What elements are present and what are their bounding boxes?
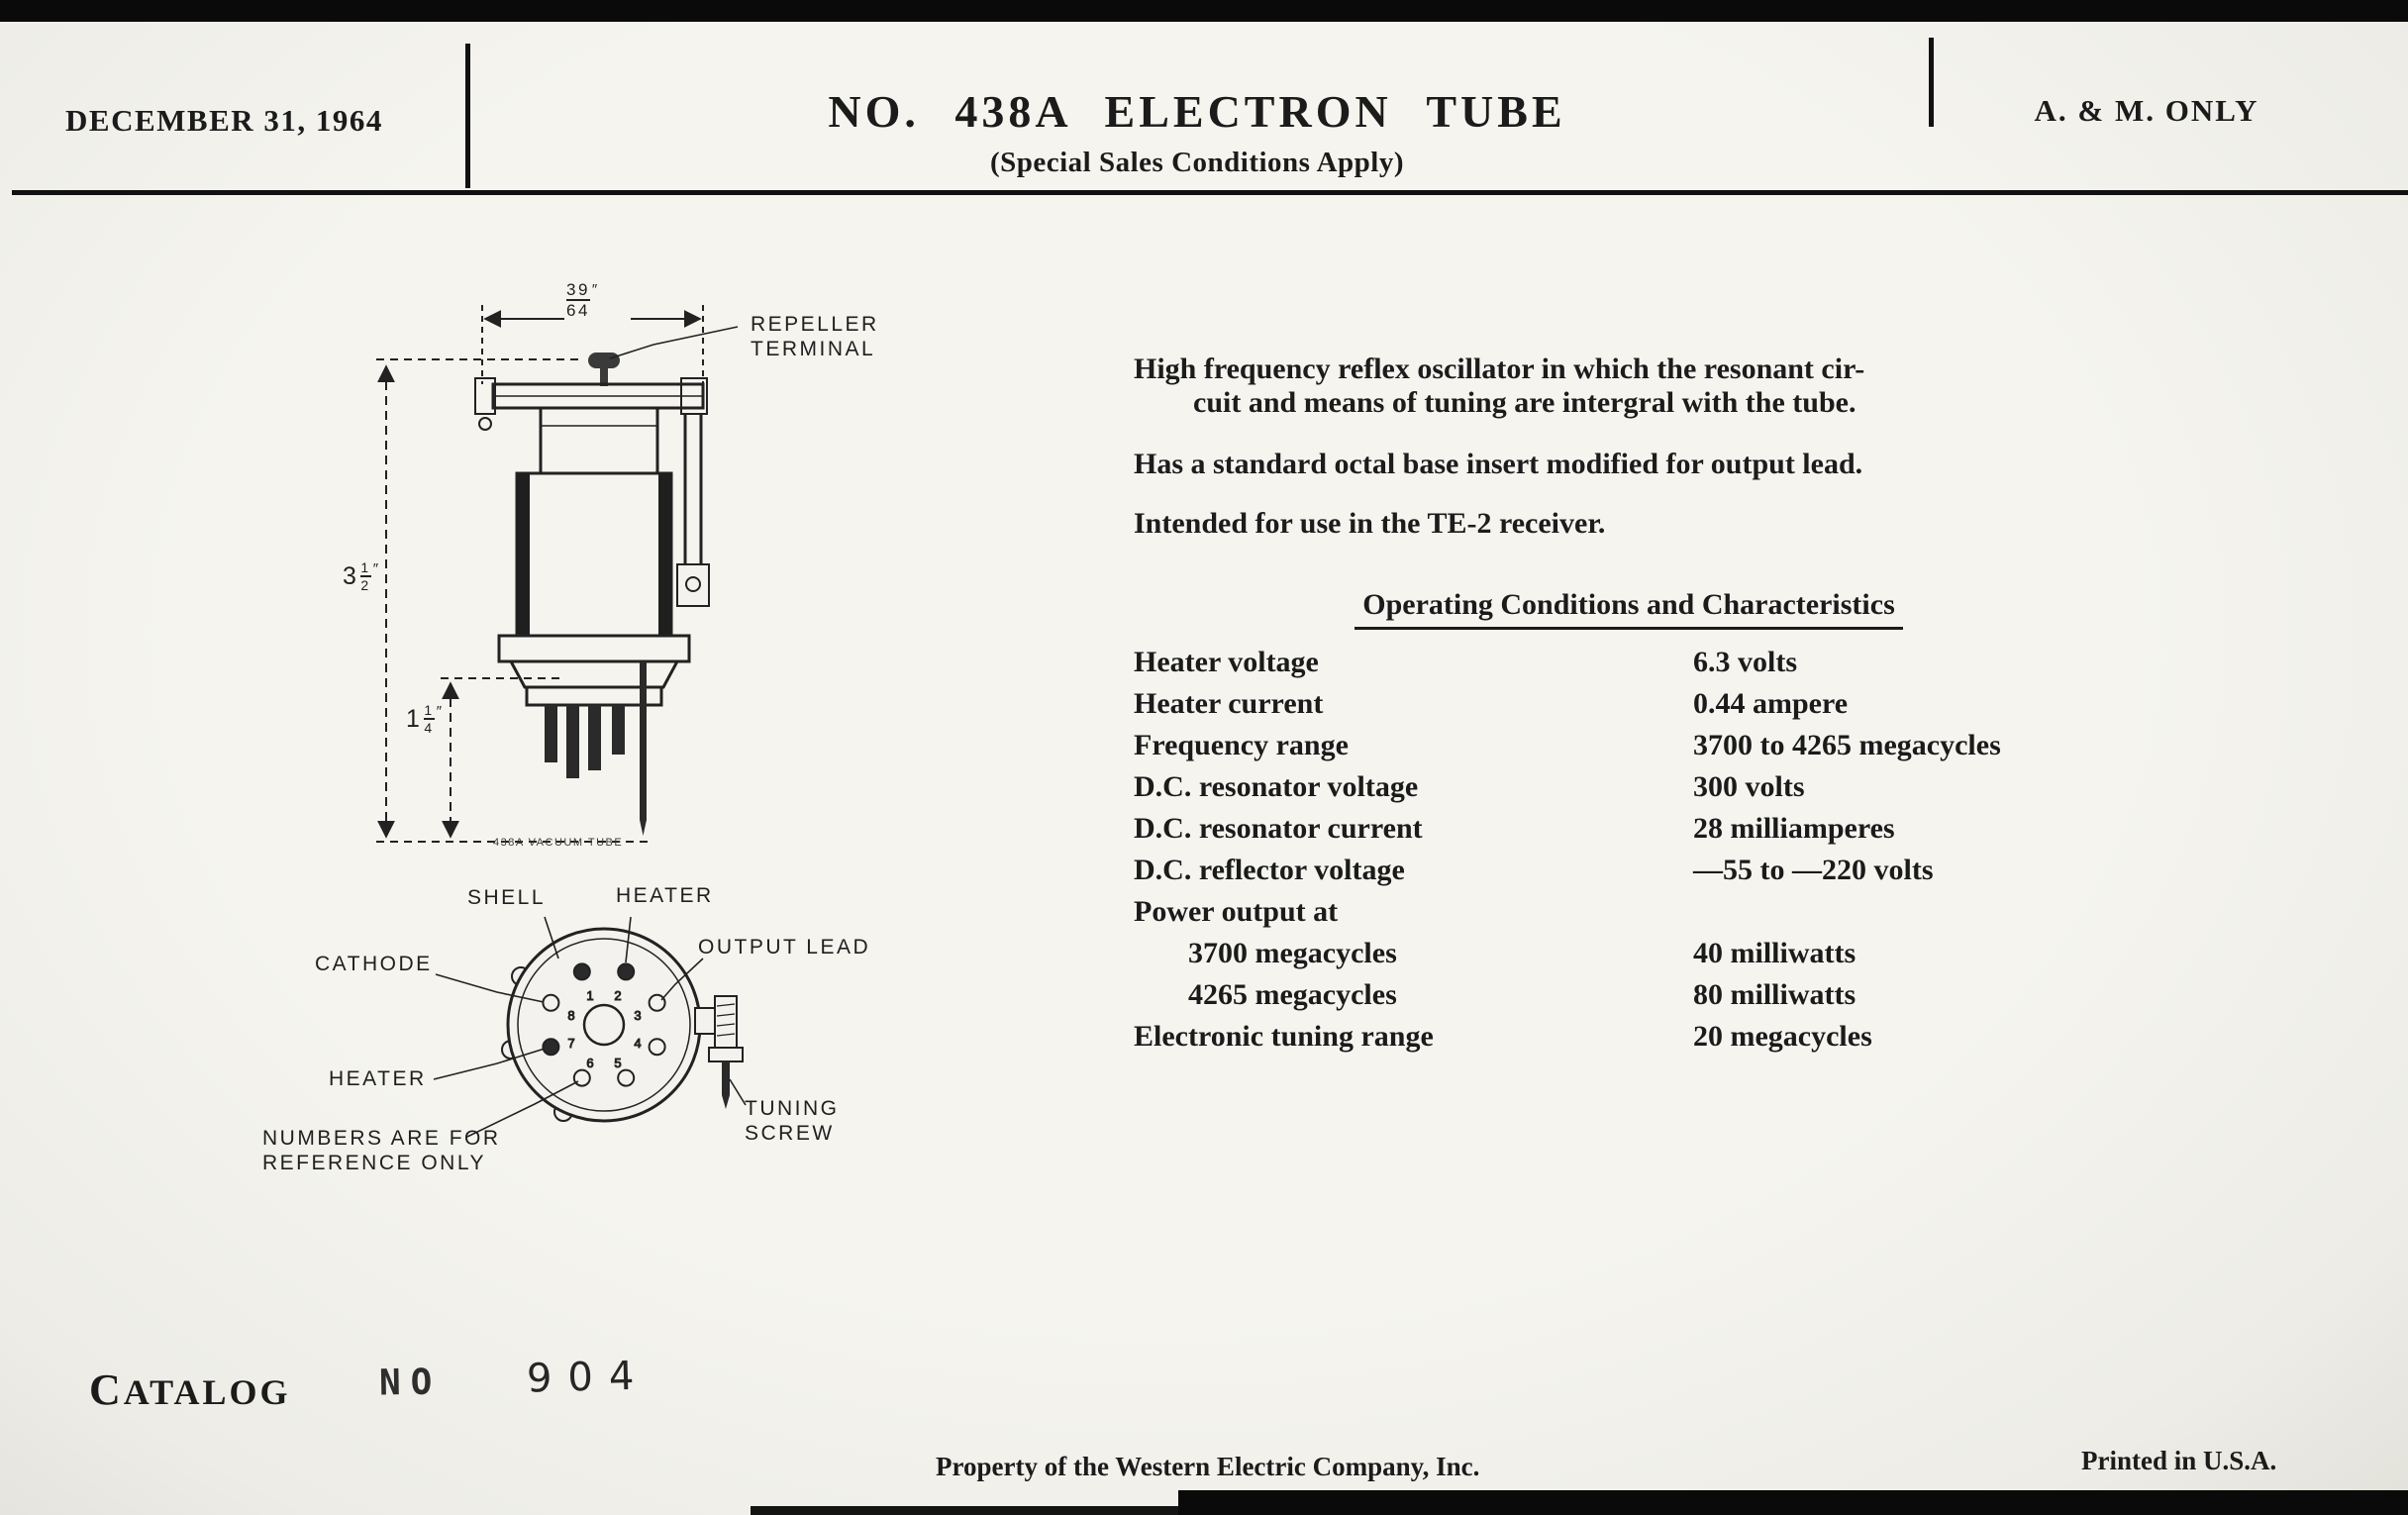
- characteristic-value: 300 volts: [1693, 770, 1805, 803]
- characteristic-label: D.C. resonator voltage: [1134, 770, 1419, 803]
- characteristics-row: [1134, 850, 2203, 891]
- drawing-caption: 438A VACUUM TUBE: [493, 837, 624, 849]
- pin-dim-unit: ″: [436, 703, 445, 720]
- pin-number: 2: [614, 988, 622, 1003]
- height-dim-integer: 3: [343, 561, 359, 590]
- characteristic-value: 80 milliwatts: [1693, 978, 1856, 1011]
- pin-dim-integer: 1: [406, 704, 423, 733]
- characteristic-label: 4265 megacycles: [1188, 978, 1397, 1011]
- pin-number: 3: [634, 1008, 642, 1023]
- catalog-no-stamp: NO: [378, 1362, 443, 1404]
- description-para1-line2: cuit and means of tuning are intergral with the tube.: [1193, 386, 1856, 419]
- characteristics-table: [1134, 642, 2203, 1058]
- catalog-label: CATALOG: [89, 1365, 291, 1414]
- characteristics-row: [1134, 725, 2203, 766]
- header-divider-right: [1929, 38, 1934, 127]
- tuning-screw-label-line2: SCREW: [745, 1122, 835, 1145]
- property-notice: Property of the Western Electric Company, Inc.: [936, 1452, 1480, 1481]
- characteristic-value: 3700 to 4265 megacycles: [1693, 729, 2001, 761]
- characteristics-heading: Operating Conditions and Characteristics: [1354, 588, 1903, 630]
- width-dim-denominator: 64: [566, 300, 590, 320]
- characteristics-row: [1134, 974, 2203, 1016]
- characteristic-label: Heater current: [1134, 687, 1324, 720]
- characteristic-value: [1693, 891, 2203, 933]
- tuning-screw-label-line1: TUNING: [745, 1097, 840, 1120]
- pin-dimension-label: [406, 703, 445, 735]
- characteristic-label: Heater voltage: [1134, 646, 1319, 678]
- pin-number: 6: [586, 1056, 594, 1070]
- pin-dim-denominator: 4: [424, 719, 435, 736]
- cathode-label: CATHODE: [315, 953, 433, 975]
- characteristics-row: [1134, 1016, 2203, 1058]
- heater-top-label: HEATER: [616, 884, 714, 907]
- issue-date: DECEMBER 31, 1964: [65, 103, 383, 138]
- pin-number: 8: [567, 1008, 575, 1023]
- reference-note-line1: NUMBERS ARE FOR: [262, 1127, 501, 1150]
- output-lead-label: OUTPUT LEAD: [698, 936, 871, 959]
- pin-number: 1: [586, 988, 594, 1003]
- height-dim-denominator: 2: [360, 576, 371, 593]
- catalog-number: 904: [526, 1353, 651, 1402]
- shell-label: SHELL: [467, 886, 547, 909]
- characteristic-value: 28 milliamperes: [1693, 812, 1895, 845]
- pin-number: 5: [614, 1056, 622, 1070]
- characteristics-heading-wrap: [1134, 588, 2124, 630]
- characteristic-value: —55 to —220 volts: [1693, 854, 1934, 886]
- pin-number: 4: [634, 1036, 642, 1051]
- characteristics-row: [1134, 683, 2203, 725]
- printed-notice: Printed in U.S.A.: [2081, 1446, 2277, 1475]
- characteristic-label: Power output at: [1134, 895, 1339, 928]
- characteristics-row: [1134, 933, 2203, 974]
- characteristic-value: 40 milliwatts: [1693, 937, 1856, 969]
- header-divider-left: [465, 44, 470, 188]
- pin-number: 7: [567, 1036, 575, 1051]
- characteristic-value: 0.44 ampere: [1693, 687, 1849, 720]
- reference-note-line2: REFERENCE ONLY: [262, 1152, 486, 1174]
- height-dimension-label: [343, 560, 381, 592]
- width-dim-numerator: 39: [566, 280, 590, 299]
- description-para2: Has a standard octal base insert modified for output lead.: [1134, 448, 1863, 480]
- document-title: NO. 438A ELECTRON TUBE: [828, 86, 1566, 137]
- header-rule: [12, 190, 2408, 195]
- characteristics-row: [1134, 642, 2203, 683]
- heater-bottom-label: HEATER: [329, 1067, 427, 1090]
- characteristic-label: D.C. resonator current: [1134, 812, 1423, 845]
- scan-artifact-bottom-bar-mid: [751, 1506, 1178, 1515]
- width-dimension-label: [566, 281, 600, 320]
- scan-artifact-top-bar: [0, 0, 2408, 22]
- document-subtitle: (Special Sales Conditions Apply): [989, 147, 1405, 178]
- characteristic-value: 20 megacycles: [1693, 1020, 1872, 1053]
- width-dim-unit: ″: [591, 281, 600, 298]
- characteristics-row: [1134, 808, 2203, 850]
- characteristics-row: [1134, 891, 2203, 933]
- description-para3: Intended for use in the TE-2 receiver.: [1134, 507, 1606, 540]
- characteristic-label: Frequency range: [1134, 729, 1349, 761]
- characteristic-value: 6.3 volts: [1693, 646, 1797, 678]
- height-dim-numerator: 1: [360, 559, 371, 575]
- classification-note: A. & M. ONLY: [2034, 93, 2259, 128]
- characteristic-label: 3700 megacycles: [1188, 937, 1397, 969]
- description-para1-line1: High frequency reflex oscillator in which the resonant cir-: [1134, 353, 1865, 385]
- characteristics-row: [1134, 766, 2203, 808]
- pin-dim-numerator: 1: [424, 702, 435, 718]
- height-dim-unit: ″: [372, 560, 381, 577]
- characteristic-label: D.C. reflector voltage: [1134, 854, 1405, 886]
- scan-artifact-bottom-bar-right: [1178, 1490, 2408, 1515]
- repeller-terminal-label-line1: REPELLER: [751, 313, 879, 336]
- characteristic-label: Electronic tuning range: [1134, 1020, 1434, 1053]
- repeller-terminal-label-line2: TERMINAL: [751, 338, 876, 360]
- tube-side-view: [475, 353, 709, 836]
